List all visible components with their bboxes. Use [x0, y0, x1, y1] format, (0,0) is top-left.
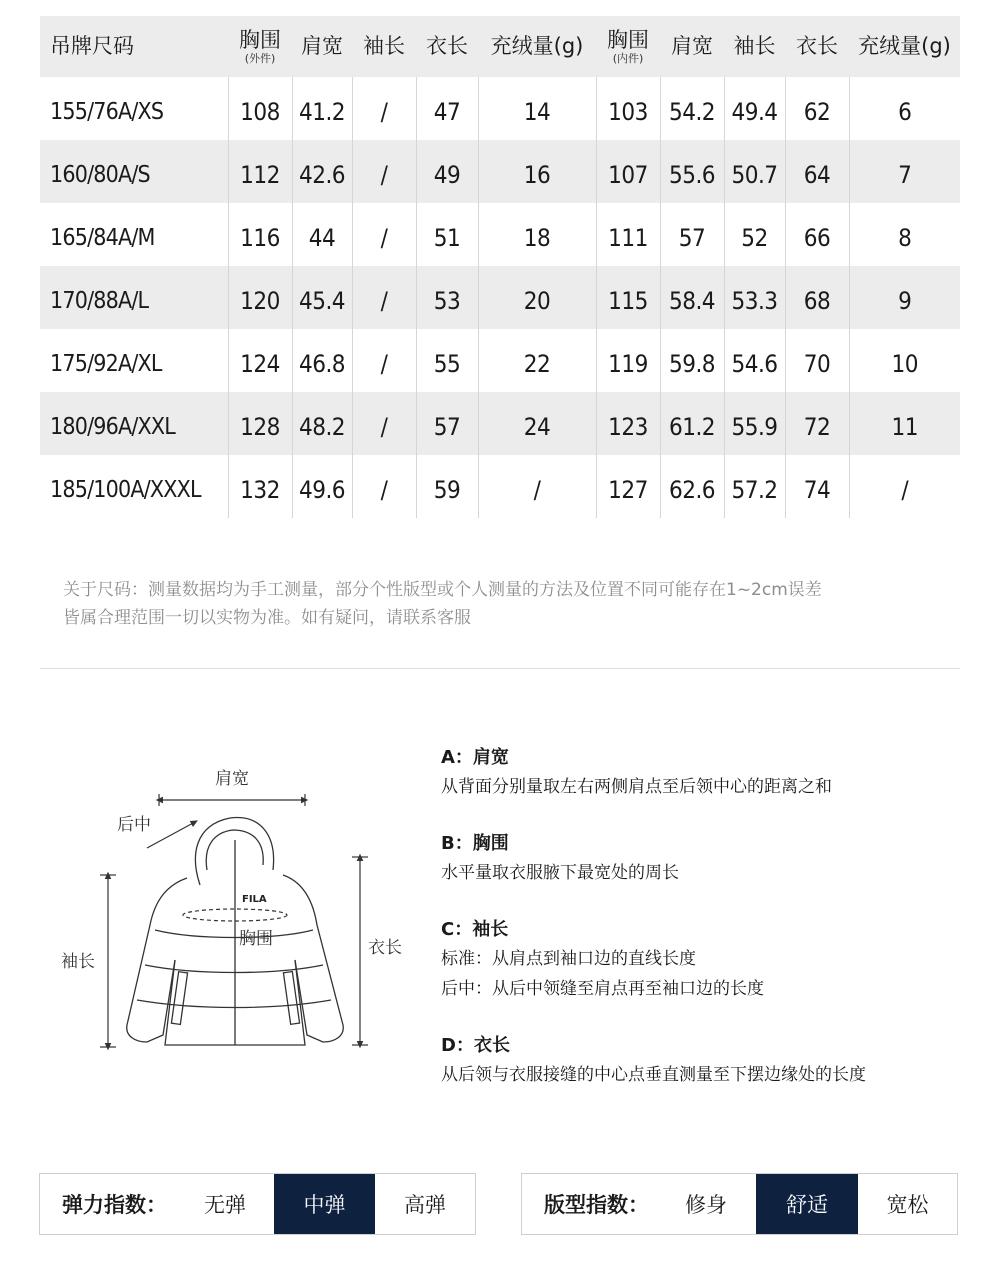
measurement-cell: 49.6 [292, 455, 352, 518]
measurement-cell: 59 [416, 455, 478, 518]
elasticity-index [39, 1173, 476, 1235]
measurement-cell: 74 [785, 455, 849, 518]
measurement-cell: 70 [785, 329, 849, 392]
size-table [40, 16, 960, 518]
measurement-cell: 68 [785, 266, 849, 329]
header-shoulder-outer: 肩宽 [301, 34, 343, 59]
elasticity-index-label: 弹力指数： [62, 1193, 167, 1217]
measurement-cell: 112 [228, 140, 292, 203]
measurement-cell: 49 [416, 140, 478, 203]
measurement-cell: 22 [478, 329, 596, 392]
header-fill-inner: 充绒量(g) [858, 34, 951, 59]
measurement-cell: 6 [849, 77, 960, 140]
table-header-row [40, 16, 960, 77]
definition-chest [441, 830, 981, 888]
header-chest-outer: 胸围 (外件) [239, 27, 281, 65]
measurement-cell: 11 [849, 392, 960, 455]
fit-option-comfort[interactable]: 舒适 [756, 1174, 858, 1234]
elasticity-option-none[interactable]: 无弹 [204, 1193, 246, 1217]
measurement-cell: 54.6 [724, 329, 785, 392]
fit-option-loose[interactable]: 宽松 [886, 1193, 929, 1217]
definition-text: 水平量取衣服腋下最宽处的周长 [441, 863, 679, 883]
measurement-cell: 45.4 [292, 266, 352, 329]
measurement-cell: / [352, 392, 416, 455]
measurement-cell: 7 [849, 140, 960, 203]
measurement-cell: 132 [228, 455, 292, 518]
measurement-cell: 54.2 [660, 77, 724, 140]
measurement-cell: 47 [416, 77, 478, 140]
measurement-cell: 57.2 [724, 455, 785, 518]
header-length-inner: 衣长 [796, 34, 838, 59]
measurement-cell: 53 [416, 266, 478, 329]
measurement-cell: 44 [292, 203, 352, 266]
shoulder-label: 肩宽 [215, 769, 249, 789]
table-row [40, 392, 960, 455]
size-note-line: 关于尺码：测量数据均为手工测量，部分个性版型或个人测量的方法及位置不同可能存在1~2cm误差 [63, 580, 822, 600]
sleeve-label: 袖长 [61, 952, 95, 972]
header-chest-inner: 胸围 (内件) [607, 27, 649, 65]
measurement-cell: 62 [785, 77, 849, 140]
definition-text: 后中：从后中领缝至肩点再至袖口边的长度 [441, 979, 764, 999]
definition-sleeve [441, 916, 981, 1004]
measurement-cell: 8 [849, 203, 960, 266]
measurement-cell: 24 [478, 392, 596, 455]
size-cell: 170/88A/L [50, 287, 149, 314]
measurement-cell: 103 [596, 77, 660, 140]
fit-index-label: 版型指数： [544, 1193, 649, 1217]
table-row [40, 455, 960, 518]
measurement-cell: 72 [785, 392, 849, 455]
header-shoulder-inner: 肩宽 [671, 34, 713, 59]
measurement-cell: 108 [228, 77, 292, 140]
table-row [40, 140, 960, 203]
size-note-line: 皆属合理范围一切以实物为准。如有疑问，请联系客服 [63, 608, 471, 628]
header-sleeve-inner: 袖长 [733, 34, 776, 59]
back-center-label: 后中 [117, 815, 151, 835]
size-cell: 165/84A/M [50, 224, 155, 251]
measurement-cell: 111 [596, 203, 660, 266]
brand-logo-text: FILA [242, 894, 267, 905]
definition-text: 标准：从肩点到袖口边的直线长度 [441, 949, 696, 969]
definition-text: 从后领与衣服接缝的中心点垂直测量至下摆边缘处的长度 [441, 1065, 866, 1085]
measurement-cell: 55 [416, 329, 478, 392]
chest-label: 胸围 [239, 929, 273, 949]
measurement-cell: 46.8 [292, 329, 352, 392]
measurement-cell: 128 [228, 392, 292, 455]
measurement-cell: 10 [849, 329, 960, 392]
measurement-cell: 41.2 [292, 77, 352, 140]
measurement-cell: 57 [660, 203, 724, 266]
measurement-cell: 53.3 [724, 266, 785, 329]
fit-option-slim[interactable]: 修身 [685, 1193, 727, 1217]
measurement-cell: 18 [478, 203, 596, 266]
definition-title: C：袖长 [441, 919, 509, 940]
measurement-cell: 16 [478, 140, 596, 203]
measurement-cell: / [478, 455, 596, 518]
back-center-dimension-line [147, 822, 195, 848]
measurement-cell: 14 [478, 77, 596, 140]
measurement-cell: 55.6 [660, 140, 724, 203]
definition-text: 从背面分别量取左右两侧肩点至后领中心的距离之和 [441, 777, 832, 797]
measurement-definitions [441, 744, 981, 1118]
measurement-cell: 48.2 [292, 392, 352, 455]
measurement-cell: 66 [785, 203, 849, 266]
measurement-cell: 62.6 [660, 455, 724, 518]
measurement-cell: 9 [849, 266, 960, 329]
size-cell: 160/80A/S [50, 161, 150, 188]
measurement-cell: 123 [596, 392, 660, 455]
measurement-cell: 64 [785, 140, 849, 203]
table-row [40, 203, 960, 266]
header-length-outer: 衣长 [426, 34, 468, 59]
measurement-cell: 52 [724, 203, 785, 266]
size-cell: 175/92A/XL [50, 350, 162, 377]
definition-title: B：胸围 [441, 833, 509, 854]
definition-length [441, 1032, 981, 1090]
table-row [40, 77, 960, 140]
definition-title: A：肩宽 [441, 747, 509, 768]
header-fill-outer: 充绒量(g) [490, 34, 584, 59]
jacket-icon [127, 818, 344, 1045]
measurement-cell: 49.4 [724, 77, 785, 140]
size-cell: 180/96A/XXL [50, 413, 175, 440]
length-label: 衣长 [368, 938, 402, 958]
measurement-cell: 51 [416, 203, 478, 266]
measurement-cell: 120 [228, 266, 292, 329]
measurement-cell: / [352, 266, 416, 329]
measurement-cell: 127 [596, 455, 660, 518]
measurement-cell: 115 [596, 266, 660, 329]
measurement-cell: 42.6 [292, 140, 352, 203]
measurement-cell: 20 [478, 266, 596, 329]
measurement-cell: 58.4 [660, 266, 724, 329]
definition-shoulder [441, 744, 981, 802]
measurement-cell: 107 [596, 140, 660, 203]
measurement-cell: 124 [228, 329, 292, 392]
measurement-cell: 119 [596, 329, 660, 392]
size-cell: 155/76A/XS [50, 98, 164, 125]
measurement-cell: / [849, 455, 960, 518]
measurement-cell: 55.9 [724, 392, 785, 455]
measurement-cell: 61.2 [660, 392, 724, 455]
measurement-cell: / [352, 455, 416, 518]
divider [40, 668, 960, 669]
measurement-cell: / [352, 140, 416, 203]
table-row [40, 266, 960, 329]
jacket-measurement-diagram [55, 760, 425, 1070]
table-row [40, 329, 960, 392]
measurement-cell: / [352, 329, 416, 392]
size-cell: 185/100A/XXXL [50, 476, 201, 503]
measurement-cell: / [352, 203, 416, 266]
size-note [63, 576, 963, 632]
elasticity-option-medium[interactable]: 中弹 [274, 1174, 375, 1234]
measurement-cell: 50.7 [724, 140, 785, 203]
header-tag-size: 吊牌尺码 [50, 34, 134, 59]
definition-title: D：衣长 [441, 1035, 510, 1056]
elasticity-option-high[interactable]: 高弹 [404, 1193, 446, 1217]
fit-index [521, 1173, 958, 1235]
measurement-cell: 116 [228, 203, 292, 266]
measurement-cell: 57 [416, 392, 478, 455]
measurement-cell: 59.8 [660, 329, 724, 392]
header-sleeve-outer: 袖长 [363, 34, 405, 59]
measurement-cell: / [352, 77, 416, 140]
